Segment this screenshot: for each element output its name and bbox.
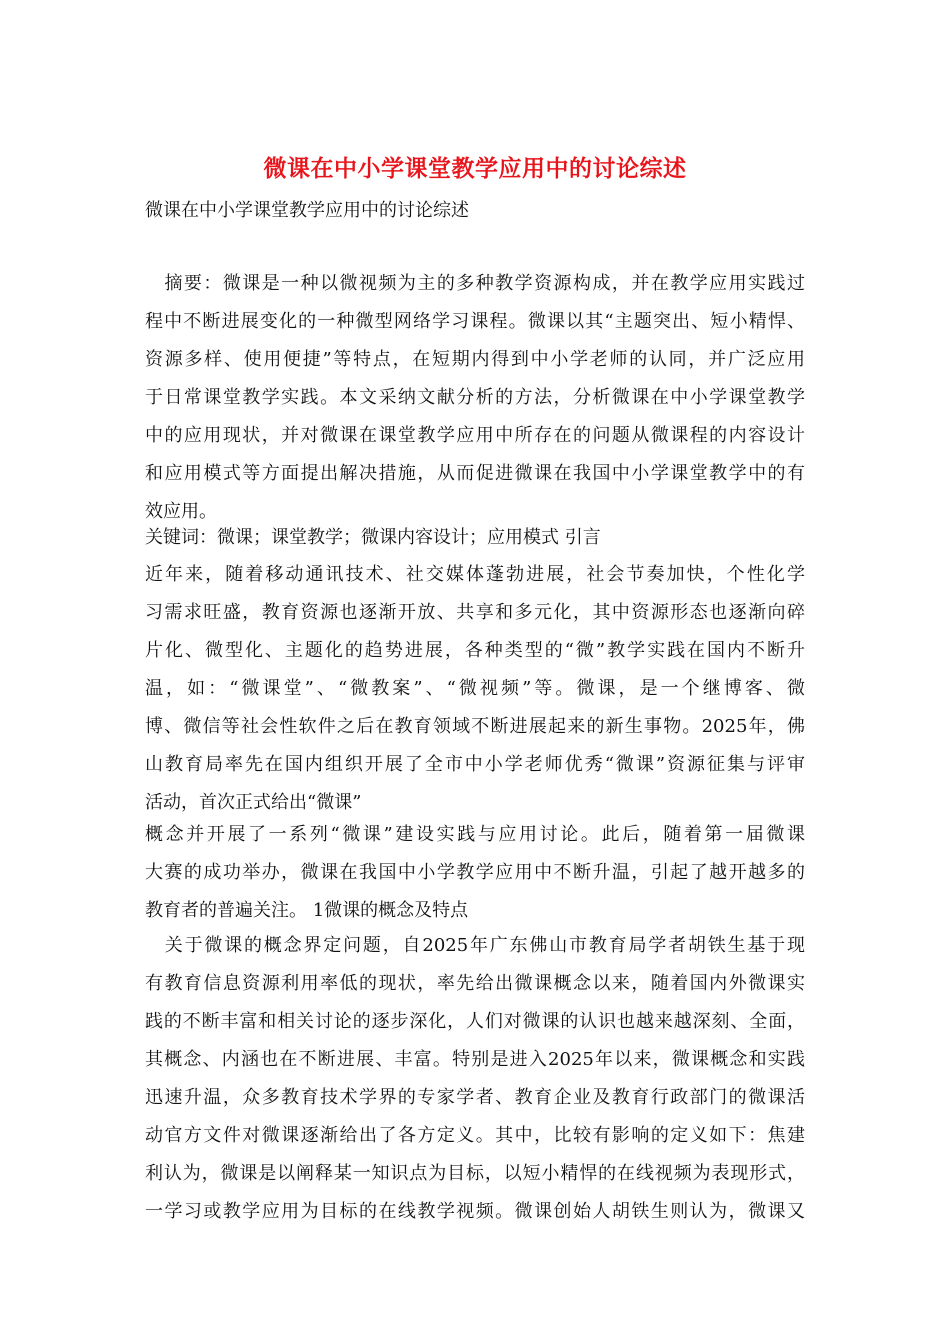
intro-line: 山教育局率先在国内组织开展了全市中小学老师优秀“微课”资源征集与评审: [145, 754, 805, 775]
concept-line: 教育者的普遍关注。 1微课的概念及特点: [145, 900, 469, 921]
section1-line: 有教育信息资源利用率低的现状，率先给出微课概念以来，随着国内外微课实: [145, 973, 805, 994]
document-title: 微课在中小学课堂教学应用中的讨论综述: [263, 155, 687, 182]
abstract-line: 和应用模式等方面提出解决措施，从而促进微课在我国中小学课堂教学中的有: [145, 463, 805, 484]
abstract-paragraph: [145, 265, 805, 531]
section1-line: 一学习或教学应用为目标的在线教学视频。微课创始人胡铁生则认为，微课又: [145, 1201, 805, 1222]
keywords-paragraph: [145, 519, 805, 557]
intro-line: 习需求旺盛，教育资源也逐渐开放、共享和多元化，其中资源形态也逐渐向碎: [145, 602, 805, 623]
concept-line: 概念并开展了一系列“微课”建设实践与应用讨论。此后，随着第一届微课: [145, 824, 805, 845]
section1-line: 利认为，微课是以阐释某一知识点为目标，以短小精悍的在线视频为表现形式，: [145, 1163, 805, 1184]
section1-line: 动官方文件对微课逐渐给出了各方定义。其中，比较有影响的定义如下：焦建: [145, 1125, 805, 1146]
abstract-line: 资源多样、使用便捷”等特点，在短期内得到中小学老师的认同，并广泛应用: [145, 349, 805, 370]
abstract-line: 中的应用现状，并对微课在课堂教学应用中所存在的问题从微课程的内容设计: [145, 425, 805, 446]
abstract-line: 摘要：微课是一种以微视频为主的多种教学资源构成，并在教学应用实践过: [145, 273, 805, 294]
section1-line: 践的不断丰富和相关讨论的逐步深化，人们对微课的认识也越来越深刻、全面，: [145, 1011, 805, 1032]
section1-line: 迅速升温，众多教育技术学界的专家学者、教育企业及教育行政部门的微课活: [145, 1087, 805, 1108]
intro-line: 活动，首次正式给出“微课”: [145, 792, 362, 813]
document-subtitle: 微课在中小学课堂教学应用中的讨论综述: [145, 200, 469, 221]
abstract-line: 程中不断进展变化的一种微型网络学习课程。微课以其“主题突出、短小精悍、: [145, 311, 805, 332]
abstract-line: 于日常课堂教学实践。本文采纳文献分析的方法，分析微课在中小学课堂教学: [145, 387, 805, 408]
abstract-line: 效应用。: [145, 501, 217, 522]
intro-line: 片化、微型化、主题化的趋势进展，各种类型的“微”教学实践在国内不断升: [145, 640, 805, 661]
section1-line: 关于微课的概念界定问题，自2025年广东佛山市教育局学者胡铁生基于现: [145, 935, 805, 956]
intro-line: 温，如：“微课堂”、“微教案”、“微视频”等。微课，是一个继博客、微: [145, 678, 805, 699]
keywords-line: 关键词：微课；课堂教学；微课内容设计；应用模式 引言: [145, 527, 601, 548]
concept-line: 大赛的成功举办，微课在我国中小学教学应用中不断升温，引起了越开越多的: [145, 862, 805, 883]
intro-line: 近年来，随着移动通讯技术、社交媒体蓬勃进展，社会节奏加快，个性化学: [145, 564, 805, 585]
intro-line: 博、微信等社会性软件之后在教育领域不断进展起来的新生事物。2025年，佛: [145, 716, 805, 737]
section1-line: 其概念、内涵也在不断进展、丰富。特别是进入2025年以来，微课概念和实践: [145, 1049, 805, 1070]
concept-paragraph: [145, 816, 805, 930]
intro-paragraph: [145, 556, 805, 822]
section1-paragraph: [145, 927, 805, 1231]
